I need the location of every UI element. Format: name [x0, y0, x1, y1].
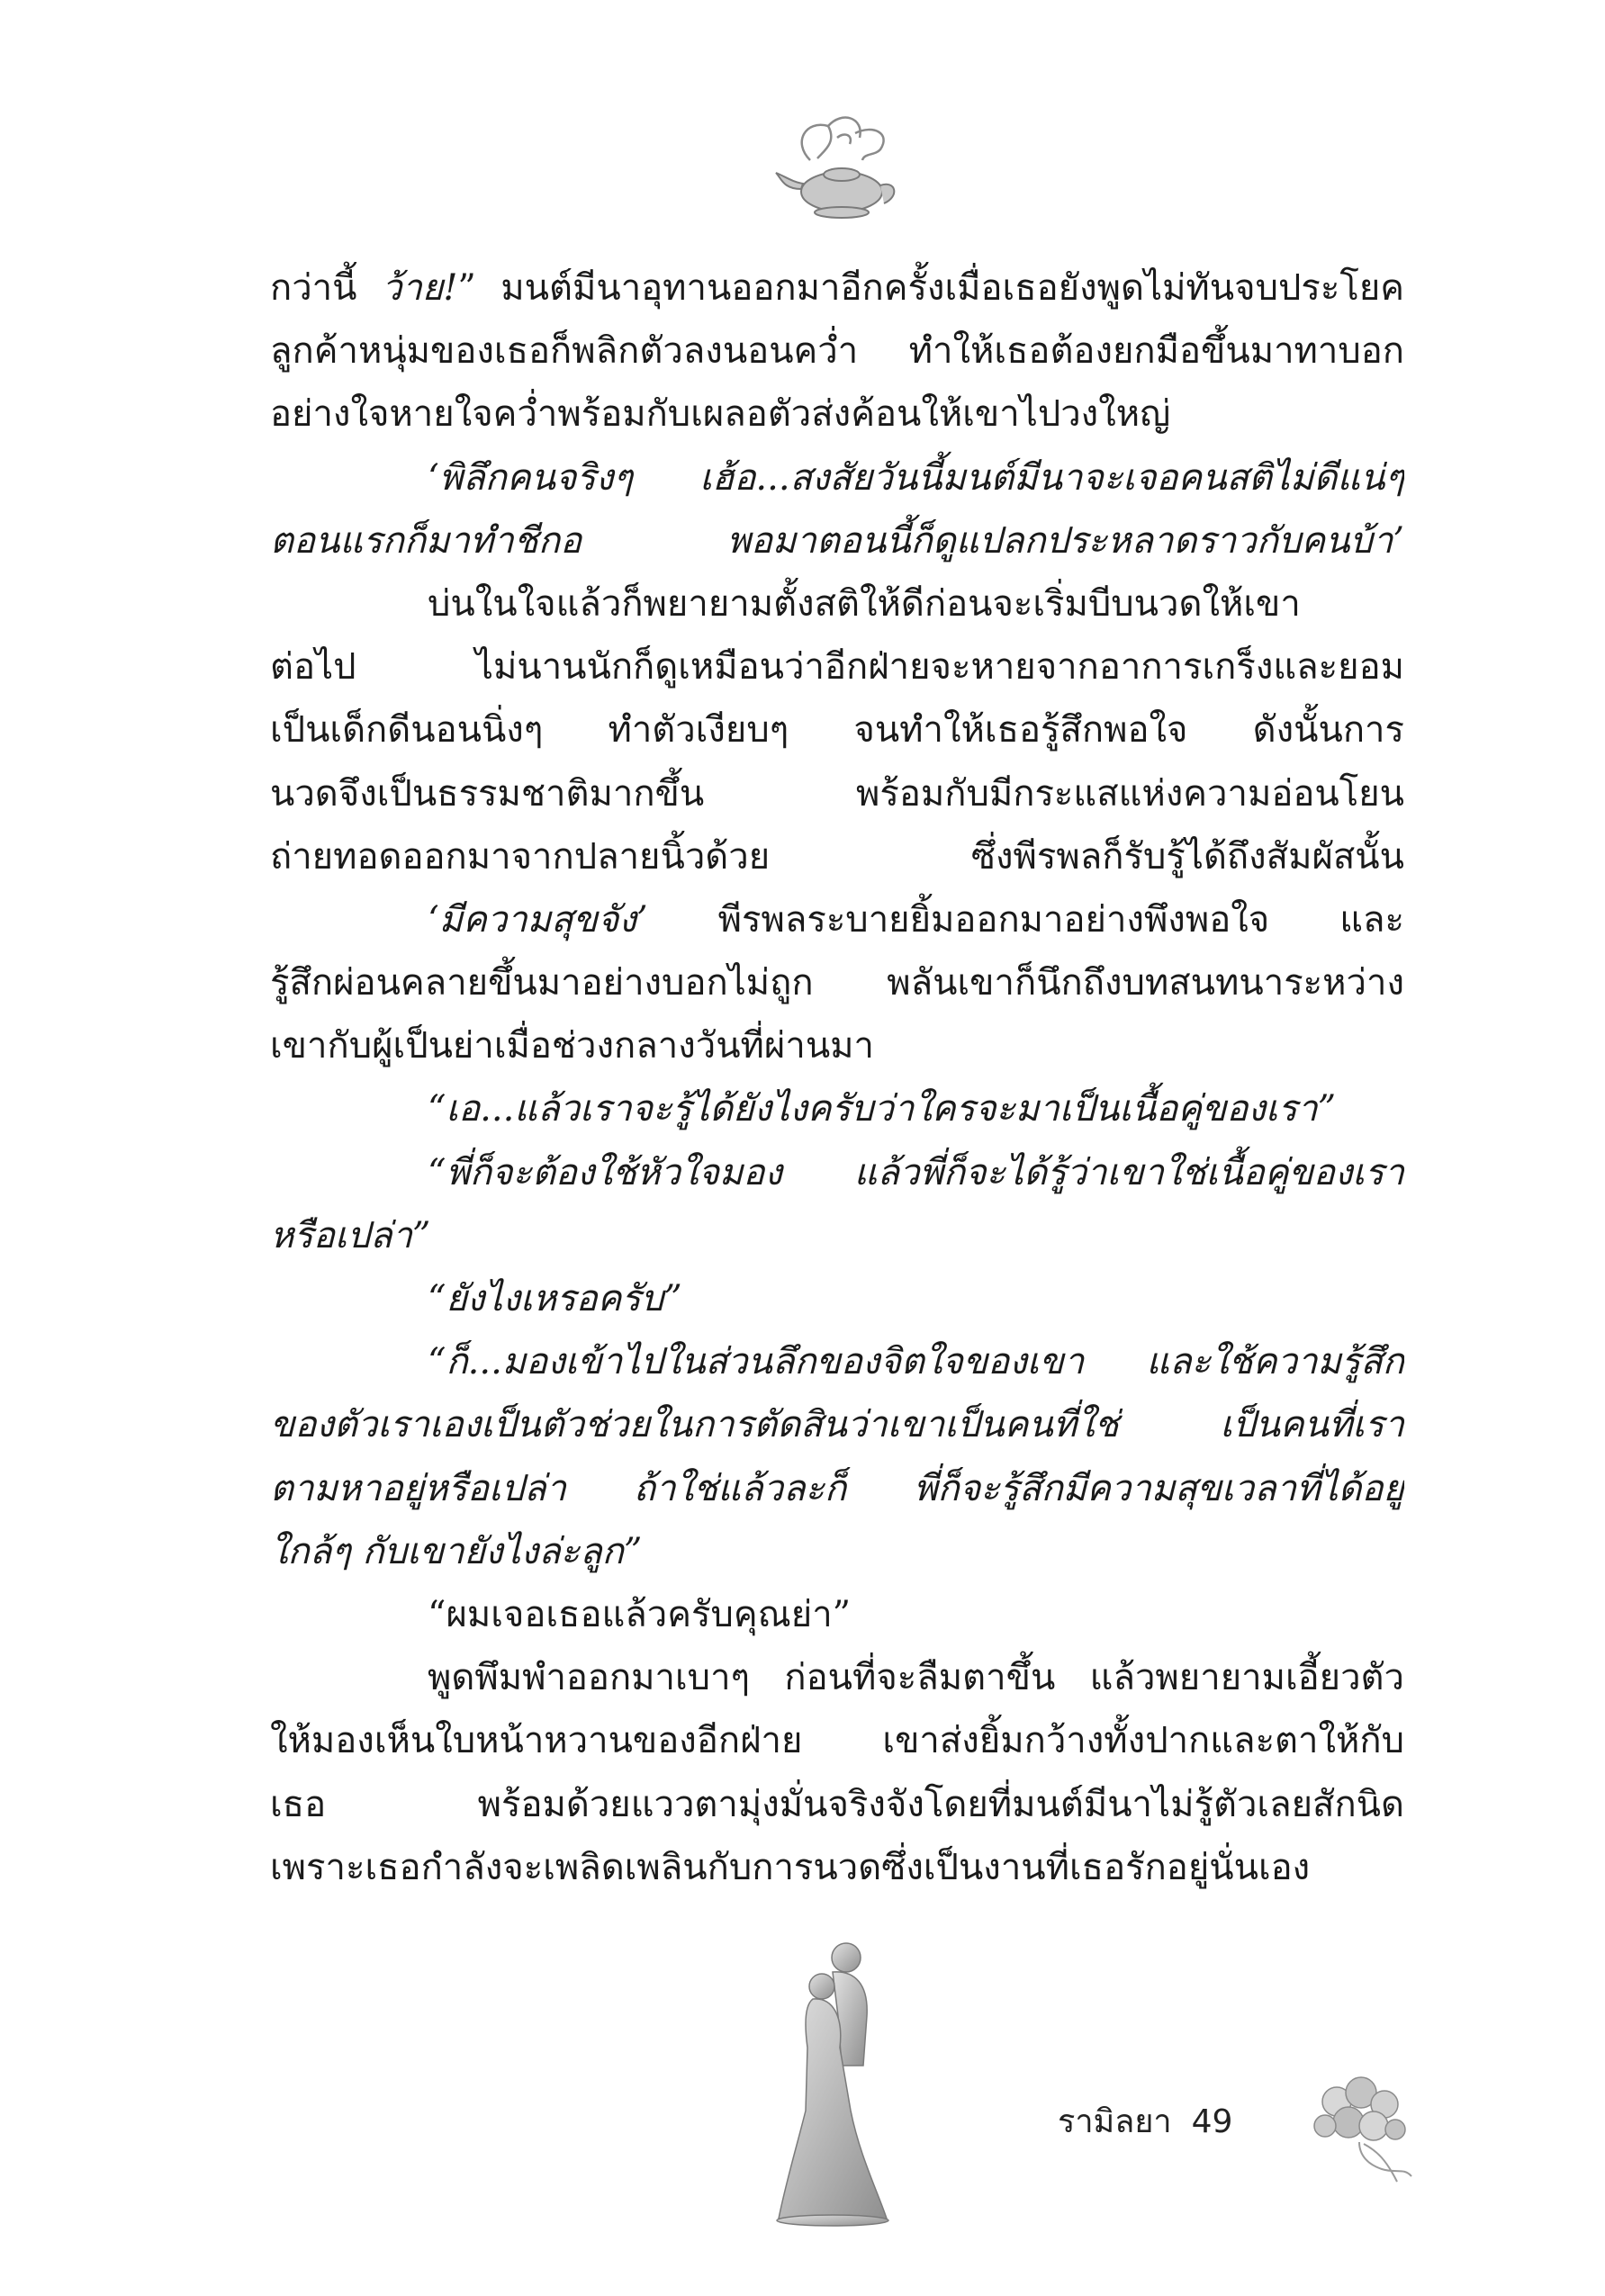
text-line: “ผมเจอเธอแล้วครับคุณย่า”: [428, 1593, 852, 1635]
text-line: ใกล้ๆ กับเขายังไงล่ะลูก”: [270, 1530, 643, 1572]
text-line-part: ” มนต์มีนาอุทานออกมาอีกครั้งเมื่อเธอยังพูดไม่ทันจบประโยค: [457, 267, 1404, 309]
text-line: อย่างใจหายใจคว่ำพร้อมกับเผลอตัวส่งค้อนให้เขาไปวงใหญ่: [270, 393, 1171, 436]
text-line: เป็นเด็กดีนอนนิ่งๆ ทำตัวเงียบๆ จนทำให้เธอรู้สึกพอใจ ดังนั้นการ: [270, 709, 1404, 752]
text-line: ถ่ายทอดออกมาจากปลายนิ้วด้วย ซึ่งพีรพลก็รับรู้ได้ถึงสัมผัสนั้น: [270, 835, 1404, 878]
text-line: ตอนแรกก็มาทำชีกอ พอมาตอนนี้ก็ดูแปลกประหลาดราวกับคนบ้า’: [270, 519, 1404, 562]
text-line: ตามหาอยู่หรือเปล่า ถ้าใช่แล้วละก็ พี่ก็จะรู้สึกมีความสุขเวลาที่ได้อยู่: [270, 1467, 1404, 1509]
text-line: “เอ...แล้วเราจะรู้ได้ยังไงครับว่าใครจะมาเป็นเนื้อคู่ของเรา”: [428, 1088, 1337, 1130]
text-line: [270, 888, 1404, 951]
text-line: ของตัวเราเองเป็นตัวช่วยในการตัดสินว่าเขาเป็นคนที่ใช่ เป็นคนที่เรา: [270, 1404, 1404, 1446]
text-line: หรือเปล่า”: [270, 1214, 431, 1256]
book-title: รามิลยา: [1058, 2103, 1172, 2140]
text-line: พูดพึมพำออกมาเบาๆ ก่อนที่จะลืมตาขึ้น แล้วพยายามเอี้ยวตัว: [428, 1657, 1404, 1699]
text-line: ‘พิลึกคนจริงๆ เฮ้อ...สงสัยวันนี้มนต์มีนาจะเจอคนสติไม่ดีแน่ๆ: [428, 456, 1404, 499]
page-footer: [1058, 2095, 1232, 2147]
text-line-part: ว้าย!: [381, 267, 458, 309]
text-line: นวดจึงเป็นธรรมชาติมากขึ้น พร้อมกับมีกระแสแห่งความอ่อนโยน: [270, 772, 1404, 815]
text-line: เธอ พร้อมด้วยแววตามุ่งมั่นจริงจังโดยที่มนต์มีนาไม่รู้ตัวเลยสักนิด: [270, 1783, 1404, 1825]
flower-bouquet-icon: [1296, 2061, 1422, 2187]
text-line: ต่อไป ไม่นานนักก็ดูเหมือนว่าอีกฝ่ายจะหายจากอาการเกร็งและยอม: [270, 646, 1404, 689]
text-line: ให้มองเห็นใบหน้าหวานของอีกฝ่าย เขาส่งยิ้มกว้างทั้งปากและตาให้กับ: [270, 1720, 1404, 1762]
body-text: [270, 257, 1404, 1899]
page-number: 49: [1191, 2103, 1233, 2140]
text-line: “ก็...มองเข้าไปในส่วนลึกของจิตใจของเขา และใช้ความรู้สึก: [428, 1341, 1404, 1383]
text-line: “พี่ก็จะต้องใช้หัวใจมอง แล้วพี่ก็จะได้รู้ว่าเขาใช่เนื้อคู่ของเรา: [428, 1151, 1404, 1193]
text-line: บ่นในใจแล้วก็พยายามตั้งสติให้ดีก่อนจะเริ่มบีบนวดให้เขา: [428, 582, 1301, 625]
text-line-part: พีรพลระบายยิ้มออกมาอย่างพึงพอใจ และ: [647, 898, 1404, 941]
text-line-part: กว่านี้: [270, 267, 382, 309]
text-line: เขากับผู้เป็นย่าเมื่อช่วงกลางวันที่ผ่านมา: [270, 1025, 874, 1067]
text-line: [270, 257, 1404, 320]
wedding-couple-figurine-icon: [770, 1931, 896, 2228]
teapot-ornament-icon: [774, 106, 909, 232]
text-line: เพราะเธอกำลังจะเพลิดเพลินกับการนวดซึ่งเป็นงานที่เธอรักอยู่นั่นเอง: [270, 1846, 1311, 1888]
text-line-part: ‘มีความสุขจัง’: [428, 898, 648, 941]
text-line: รู้สึกผ่อนคลายขึ้นมาอย่างบอกไม่ถูก พลันเขาก็นึกถึงบทสนทนาระหว่าง: [270, 962, 1404, 1004]
text-line: “ยังไงเหรอครับ”: [428, 1278, 682, 1319]
text-line: ลูกค้าหนุ่มของเธอก็พลิกตัวลงนอนคว่ำ ทำให้เธอต้องยกมือขึ้นมาทาบอก: [270, 330, 1404, 373]
